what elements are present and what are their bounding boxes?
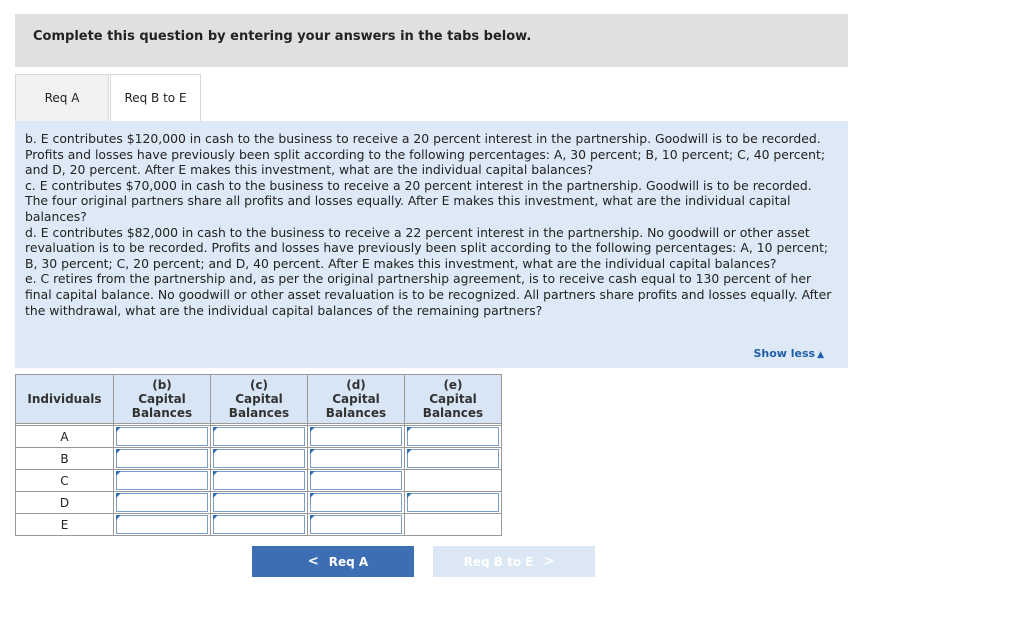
input-e-c[interactable] bbox=[213, 515, 305, 534]
input-b-b[interactable] bbox=[116, 449, 208, 468]
cell-b-e bbox=[405, 448, 502, 470]
header-individuals: Individuals bbox=[16, 375, 114, 424]
cell-d-e bbox=[405, 492, 502, 514]
cell-a-d bbox=[308, 426, 405, 448]
input-c-d[interactable] bbox=[310, 471, 402, 490]
chevron-left-icon: < bbox=[307, 554, 319, 569]
question-e: e. C retires from the partnership and, as per the original partnership agreement, is to receive cash equal to 130 percent of her final capital balance. No goodwill or other asset revaluation is to be recognized. All partners share profits and losses equally. After the withdrawal, what are the individual capital balances of the remaining partners? bbox=[25, 271, 832, 318]
tab-req-b-to-e[interactable]: Req B to E bbox=[110, 74, 201, 121]
capital-balances-table bbox=[15, 374, 502, 536]
input-d-d[interactable] bbox=[310, 493, 402, 512]
cell-c-d bbox=[308, 470, 405, 492]
cell-d-d bbox=[308, 492, 405, 514]
table-header-row bbox=[16, 375, 502, 424]
cell-a-c bbox=[211, 426, 308, 448]
row-label-d: D bbox=[16, 492, 114, 514]
cell-a-e bbox=[405, 426, 502, 448]
input-e-d[interactable] bbox=[310, 515, 402, 534]
header-col-b-line1: Capital bbox=[138, 392, 186, 406]
input-a-b[interactable] bbox=[116, 427, 208, 446]
cell-e-d bbox=[308, 514, 405, 536]
input-c-b[interactable] bbox=[116, 471, 208, 490]
row-label-e: E bbox=[16, 514, 114, 536]
header-col-c-letter: (c) bbox=[249, 378, 269, 392]
row-label-b: B bbox=[16, 448, 114, 470]
cell-e-b bbox=[114, 514, 211, 536]
input-e-b[interactable] bbox=[116, 515, 208, 534]
cell-b-c bbox=[211, 448, 308, 470]
triangle-up-icon: ▲ bbox=[817, 350, 824, 360]
cell-e-e-empty bbox=[405, 514, 502, 536]
header-col-d-letter: (d) bbox=[346, 378, 366, 392]
question-d: d. E contributes $82,000 in cash to the business to receive a 22 percent interest in the partnership. No goodwill or other asset revaluation is to be recorded. Profits and losses have previously been split according to the following percentages: A, 10 percent; B, 30 percent; C, 20 percent; and D, 40 percent. After E makes this investment, what are the individual capital balances? bbox=[25, 224, 829, 271]
input-a-e[interactable] bbox=[407, 427, 499, 446]
input-b-d[interactable] bbox=[310, 449, 402, 468]
prev-req-a-button[interactable] bbox=[252, 546, 414, 577]
next-req-b-to-e-button[interactable] bbox=[433, 546, 595, 577]
question-c: c. E contributes $70,000 in cash to the business to receive a 20 percent interest in the partnership. Goodwill is to be recorded. The four original partners share all profits and losses equally. After E makes this investment, what are the individual capital balances? bbox=[25, 177, 812, 224]
cell-d-c bbox=[211, 492, 308, 514]
cell-b-b bbox=[114, 448, 211, 470]
question-b: b. E contributes $120,000 in cash to the business to receive a 20 percent interest in the partnership. Goodwill is to be recorded. Profits and losses have previously been split according to the following percentages: A, 30 percent; B, 10 percent; C, 40 percent; and D, 20 percent. After E makes this investment, what are the individual capital balances? bbox=[25, 131, 826, 178]
header-col-d-line1: Capital bbox=[332, 392, 380, 406]
cell-d-b bbox=[114, 492, 211, 514]
instructions-bar bbox=[15, 14, 848, 67]
header-col-e-line1: Capital bbox=[429, 392, 477, 406]
header-col-d-line2: Balances bbox=[325, 406, 387, 420]
header-col-c bbox=[211, 375, 308, 424]
cell-b-d bbox=[308, 448, 405, 470]
chevron-right-icon: > bbox=[543, 554, 555, 569]
input-b-e[interactable] bbox=[407, 449, 499, 468]
input-b-c[interactable] bbox=[213, 449, 305, 468]
input-c-c[interactable] bbox=[213, 471, 305, 490]
next-button-label: Req B to E bbox=[463, 554, 534, 569]
header-col-c-line2: Balances bbox=[228, 406, 290, 420]
table-row bbox=[16, 514, 502, 536]
input-d-b[interactable] bbox=[116, 493, 208, 512]
row-label-c: C bbox=[16, 470, 114, 492]
cell-e-c bbox=[211, 514, 308, 536]
table-row bbox=[16, 470, 502, 492]
prev-button-label: Req A bbox=[328, 554, 369, 569]
input-a-c[interactable] bbox=[213, 427, 305, 446]
tab-req-a[interactable]: Req A bbox=[15, 74, 109, 121]
header-col-d bbox=[308, 375, 405, 424]
cell-a-b bbox=[114, 426, 211, 448]
cell-c-b bbox=[114, 470, 211, 492]
header-col-b-line2: Balances bbox=[131, 406, 193, 420]
header-col-c-line1: Capital bbox=[235, 392, 283, 406]
table-row bbox=[16, 448, 502, 470]
input-d-e[interactable] bbox=[407, 493, 499, 512]
table-row bbox=[16, 426, 502, 448]
header-col-b-letter: (b) bbox=[152, 378, 172, 392]
instructions-title: Complete this question by entering your answers in the tabs below. bbox=[33, 29, 532, 44]
header-col-b bbox=[114, 375, 211, 424]
cell-c-c bbox=[211, 470, 308, 492]
cell-c-e-empty bbox=[405, 470, 502, 492]
input-a-d[interactable] bbox=[310, 427, 402, 446]
table-row bbox=[16, 492, 502, 514]
header-col-e-line2: Balances bbox=[422, 406, 484, 420]
show-less-label: Show less bbox=[753, 347, 816, 360]
show-less-link[interactable] bbox=[753, 347, 824, 360]
header-col-e-letter: (e) bbox=[443, 378, 463, 392]
row-label-a: A bbox=[16, 426, 114, 448]
question-panel bbox=[15, 121, 848, 368]
header-col-e bbox=[405, 375, 502, 424]
input-d-c[interactable] bbox=[213, 493, 305, 512]
